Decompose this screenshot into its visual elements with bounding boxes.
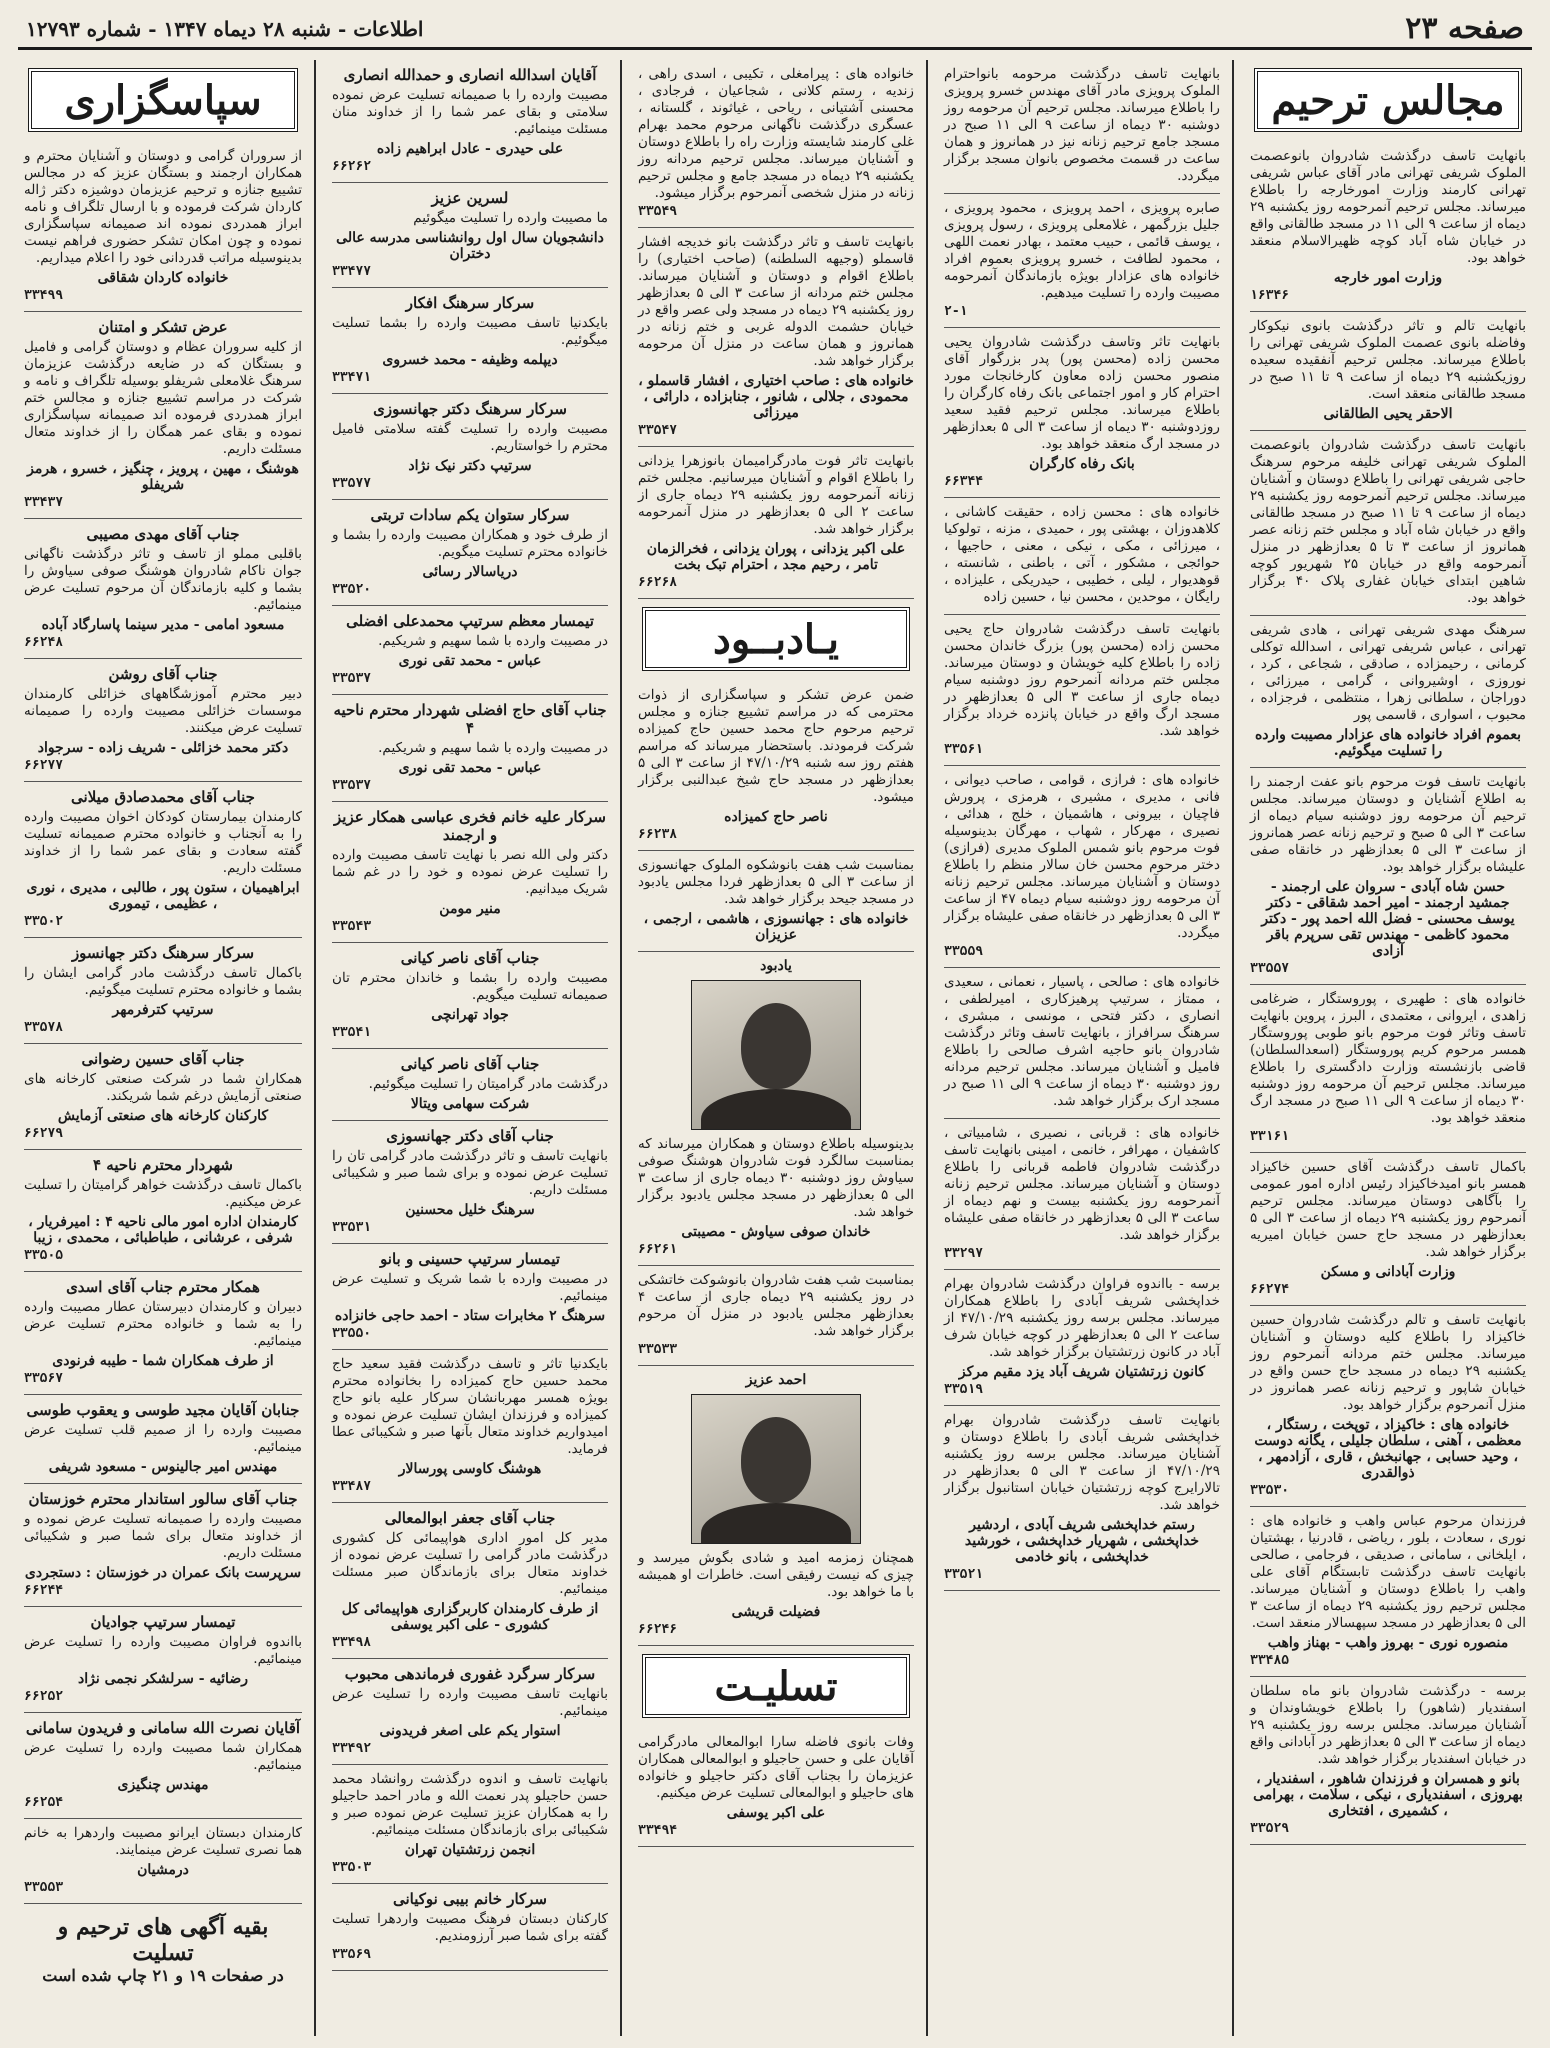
notice-signature: از طرف همکاران شما - طیبه فرنودی <box>52 1353 274 1369</box>
notice-body: دبیر محترم آموزشگاههای خزائلی کارمندان موسسات خزائلی مصیبت وارده را صمیمانه تسلیت عرض میکنند. <box>24 686 302 736</box>
notice <box>332 1503 608 1659</box>
notice <box>1250 312 1526 431</box>
column-rule <box>1232 60 1234 2036</box>
ad-number: ۶۶۲۵۴ <box>24 1795 64 1810</box>
notice-body: همچنان زمزمه امید و شادی بگوش میرسد و چیزی که نیست رفیقی است. خاطرات او همیشه با ما خواهد بود. <box>638 1550 914 1600</box>
notice <box>1250 985 1526 1153</box>
notice <box>332 288 608 394</box>
column-3 <box>632 60 920 2036</box>
ad-number: ۳۳۵۴۷ <box>638 423 678 438</box>
notice-body: بانهایت تاسف و اندوه درگذشت روانشاد محمد حسن حاجیلو پدر نعمت الله و مادر احمد حاجیلو را به همکاران عزیز تسلیت عرض نموده صبر و شکیبائی برای بازماندگان مسئلت مینمائیم. <box>332 1771 608 1838</box>
notice-title: عرض تشکر و امتنان <box>98 318 228 336</box>
ad-number: ۶۶۲۴۸ <box>24 635 64 650</box>
notice-title: تیمسار سرتیپ جوادیان <box>90 1613 236 1631</box>
notice-title: تیمسار معظم سرتیپ محمدعلی افضلی <box>346 612 594 630</box>
notice <box>24 1395 302 1484</box>
notice-signature: حسن شاه آبادی - سروان علی ارجمند - جمشید ارجمند - امیر احمد شقاقی - دکتر یوسف محسنی - فضل الله احمد پور - دکتر محمود کاظمی - مهندس تقی سرپرم باقر آزادی <box>1261 879 1515 959</box>
notice-body: باکمال تاسف درگذشت آقای حسین خاکیزاد همسر بانو امیدخاکیزاد رئیس اداره امور عمومی را بآگاهی دوستان میرساند. مجلس ترحیم آنمرحوم روز یکشنبه ۲۹ دیماه از ساعت ۳ الی ۵ بعدازظهر در مسجد حاج حسن خیابان امیریه برگزار خواهد شد. <box>1250 1159 1526 1260</box>
notice-body: بانهایت تاسف و تالم درگذشت شادروان حسین خاکیزاد را باطلاع کلیه دوستان و آشنایان میرساند. مجلس ختم مردانه آنمرحوم روز یکشنبه ۲۹ دیماه در مسجد حاج حسن واقع در خیابان شاپور و ترحیم زنانه عصر همانروز در منزل آنمرحوم برگزار خواهد بود. <box>1250 1312 1526 1413</box>
notice-body: مصیبت وارده را صمیمانه تسلیت عرض نموده و از خداوند متعال برای شما صبر و شکیبائی مسئلت داریم. <box>24 1511 302 1561</box>
notice-title: سرکار سرگرد غفوری فرماندهی محبوب <box>344 1665 596 1683</box>
notice-body: در مصیبت وارده با شما شریک و تسلیت عرض مینمائیم. <box>332 1271 608 1304</box>
notice-body: بانهایت تاثر فوت مادرگرامیمان بانوزهرا یزدانی را باطلاع اقوام و آشنایان میرسانیم. مجلس ختم زنانه آنمرحومه روز یکشنبه ۲۹ دیماه جاری از ساعت ۲ الی ۵ بعدازظهر در منزل آنمرحومه برگزار خواهد شد. <box>638 453 915 537</box>
notice-title: جناب آقای حسین رضوانی <box>81 1050 245 1068</box>
notice-body: خانواده های : صالحی ، پاسیار ، نعمانی ، سعیدی ، ممتاز ، سرتیپ پرهیزکاری ، امیرلطفی ، انصاری ، دکتر فتحی ، مونسی ، مبشری ، سرهنگ سرافراز ، بانهایت تاسف وتاثر درگذشت شادروان بانو حاجیه اشرف صالحی را باطلاع فامیل و آشنایان میرساند. مجلس ترحیم مردانه روز دوشنبه ۳۰ دیماه از ساعت ۹ الی ۱۱ صبح در مسجد ارک برگزار خواهد شد. <box>944 974 1220 1109</box>
notice-signature: علی اکبر یزدانی ، پوران یزدانی ، فخرالزمان تامر ، رحیم مجد ، احترام تبک بخت <box>646 541 906 573</box>
ad-number: ۳۳۱۶۱ <box>1250 1129 1290 1144</box>
notice-signature: کانون زرتشتیان شریف آباد یزد مقیم مرکز <box>958 1364 1206 1380</box>
ad-number: ۳۳۵۴۳ <box>332 919 372 934</box>
notice <box>332 1244 608 1350</box>
notice <box>638 1728 914 1847</box>
notice <box>944 498 1220 615</box>
notice <box>24 1150 302 1272</box>
ad-number: ۶۶۲۷۷ <box>24 758 64 773</box>
banner-title: سپاسگزاری <box>64 76 262 124</box>
notice <box>944 328 1220 498</box>
notice-title: جناب آقای محمدصادق میلانی <box>71 788 255 806</box>
notice-body: بانهایت تاسف مصیبت وارده را تسلیت عرض مینمائیم. <box>332 1686 608 1719</box>
notice-body: برسه - بااندوه فراوان درگذشت شادروان بهرام خداپخشی شریف آبادی را باطلاع همکاران میرساند. مجلس برسه روز یکشنبه ۴۷/۱۰/۲۹ از ساعت ۲ الی ۵ بعدازظهر در کوچه خیابان شرف آباد در کانون زرتشتیان برگزار خواهد شد. <box>944 1276 1220 1360</box>
notice-body: بانهایت تاسف درگذشت شادروان بانوعصمت الملوک شریفی تهرانی خلیفه مرحوم سرهنگ حاجی شریفی تهرانی را باطلاع دوستان و آشنایان میرساند. مجلس ترحیم آنمرحومه روز یکشنبه ۲۹ دیماه از ساعت ۹ تا ۱۱ صبح در مسجد طالقانی واقع در خیابان شاه آباد و مجلس ختم زنانه عصر همانروز از ساعت ۳ تا ۵ بعدازظهر در منزل آنمرحومه واقع در خیابان ۲۵ شهریور کوچه شاهین ابتدای خیابان غفاری پلاک ۴۰ برگزار خواهد بود. <box>1250 437 1527 606</box>
notice-title: جناب آقای ناصر کیانی <box>400 949 540 967</box>
column-rule <box>620 60 622 2036</box>
notice-signature: رستم خداپخشی شریف آبادی ، اردشیر خداپخشی ، شهریار خداپخشی ، خورشید خداپخشی ، بانو خادمی <box>964 1517 1200 1565</box>
notice-body: بایکدنیا تاسف مصیبت وارده را بشما تسلیت میگوئیم. <box>332 315 608 348</box>
section-banner <box>1254 68 1522 132</box>
notice-title: سرکار خانم بیبی نوکیانی <box>392 1890 548 1908</box>
ad-number: ۳۳۴۹۲ <box>332 1741 372 1756</box>
notice-signature: دکتر محمد خزائلی - شریف زاده - سرجواد <box>37 740 289 756</box>
ad-number: ۳۳۵۰۵ <box>24 1248 64 1263</box>
notice <box>332 943 608 1049</box>
notice-title: همکار محترم جناب آقای اسدی <box>66 1278 260 1296</box>
notice-signature: عباس - محمد تقی نوری <box>398 760 542 776</box>
notice-title: جناب آقای حاج افضلی شهردار محترم ناحیه ۴ <box>333 701 607 737</box>
notice <box>944 1406 1220 1591</box>
notice-signature: بانک رفاه کارگران <box>1029 456 1135 472</box>
notice <box>24 1713 302 1819</box>
notice-signature: درمشیان <box>137 1862 189 1878</box>
notice-signature: منصوره نوری - بهروز واهب - بهناز واهب <box>1267 1635 1509 1651</box>
ad-number: ۳۳۵۲۹ <box>1250 1821 1290 1836</box>
notice-body: خانواده های : قربانی ، نصیری ، شامبیاتی ، کاشفیان ، مهرافر ، خانمی ، امینی بانهایت تاسف درگذشت شادروان فاطمه قربانی را باطلاع دوستان و آشنایان میرساند. مجلس ترحیم زنانه آنمرحومه روز یکشنبه بیست و نهم دیماه از ساعت ۳ الی ۵ بعدازظهر در خانقاه صفی علیشاه برگزار خواهد شد. <box>944 1125 1220 1243</box>
notice-signature: هوشنگ کاوسی پورسالار <box>398 1461 542 1477</box>
notice <box>332 1884 608 1971</box>
ad-number: ۶۶۲۵۲ <box>24 1689 64 1704</box>
notice <box>638 851 914 952</box>
notice <box>332 183 608 288</box>
notice-signature: وزارت آبادانی و مسکن <box>1320 1264 1456 1280</box>
notice-body: بانهایت تاسف درگذشت شادروان بهرام خداپخشی شریف آبادی را باطلاع دوستان و آشنایان میرساند. مجلس برسه روز یکشنبه ۴۷/۱۰/۲۹ از ساعت ۳ الی ۵ بعدازظهر در تالارایرج کوچه زرتشتیان خیابان استانبول برگزار خواهد شد. <box>944 1412 1220 1513</box>
portrait-photo <box>691 980 861 1130</box>
notice-signature: علی حیدری - عادل ابراهیم زاده <box>376 141 564 157</box>
column-5 <box>18 60 308 2036</box>
notice-body: در مصیبت وارده با شما سهیم و شریکیم. <box>378 633 608 649</box>
notice-body: از طرف خود و همکاران مصیبت وارده را بشما و خانواده محترم تسلیت میگویم. <box>332 527 608 560</box>
footer-subnote: در صفحات ۱۹ و ۲۱ چاپ شده است <box>42 1966 284 1985</box>
issue-info: اطلاعات - شنبه ۲۸ دیماه ۱۳۴۷ - شماره ۱۲۷۹۳ <box>26 16 424 41</box>
column-4 <box>326 60 614 2036</box>
notice-body: باکمال تاسف درگذشت مادر گرامی ایشان را بشما و خانواده محترم تسلیت میگوئیم. <box>24 965 302 998</box>
notice-body: برسه - درگذشت شادروان بانو ماه سلطان اسفندیار (شاهور) را باطلاع خویشاوندان و آشنایان میرساند. مجلس برسه روز یکشنبه ۲۹ دیماه از ساعت ۳ الی ۵ بعدازظهر در آبادانی واقع در خیابان اسفندیار برگزار خواهد شد. <box>1250 1683 1526 1767</box>
notice-body: همکاران شما در شرکت صنعتی کارخانه های صنعتی آزمایش درغم شما شریکند. <box>24 1071 302 1104</box>
notice-title: سرکار علیه خانم فخری عباسی همکار عزیز و ارجمند <box>334 808 606 844</box>
notice <box>332 60 608 183</box>
notice-signature: کارمندان اداره امور مالی ناحیه ۴ : امیرفریار ، شرفی ، عرشانی ، طباطبائی ، محمدی ، زیبا <box>28 1214 298 1246</box>
notice-body: مصیبت وارده را بشما و خاندان محترم تان صمیمانه تسلیت میگویم. <box>332 970 608 1003</box>
ad-number: ۳۳۴۸۵ <box>1250 1653 1290 1668</box>
ad-number: ۳۳۴۳۷ <box>24 495 64 510</box>
notice-title: سرکار سرهنگ افکار <box>405 294 535 312</box>
notice-title: جناب آقای جعفر ابوالمعالی <box>384 1509 556 1527</box>
banner-title: مجالس ترحیم <box>1271 76 1505 124</box>
notice-signature: هوشنگ ، مهین ، پرویز ، چنگیز ، خسرو ، هرمز شریفلو <box>27 461 299 493</box>
ad-number: ۳۳۵۷۸ <box>24 1020 64 1035</box>
notice-body: از کلیه سروران عظام و دوستان گرامی و فامیل و بستگان که در ضایعه درگذشت عزیزمان سرهنگ غلامعلی شریفلو بوسیله تلگراف و نامه و شرکت در مراسم تشییع جنازه و مجالس ختم ابراز همدردی فرموده اند صمیمانه سپاسگزاری نموده و بقای عمر همگان را از خداوند متعال مسئلت داریم. <box>24 339 302 457</box>
notice-signature: بعموم افراد خانواده های عزادار مصیبت وارده را تسلیت میگوئیم. <box>1254 727 1522 759</box>
ad-number: ۶۶۲۳۸ <box>638 827 678 842</box>
notice-body: بانهایت تاسف و تاثر درگذشت مادر گرامی تان را تسلیت عرض نموده و برای شما صبر و شکیبائی مسئلت داریم. <box>332 1148 608 1198</box>
notice-signature: مسعود امامی - مدیر سینما پاسارگاد آباده <box>41 617 285 633</box>
notice-body: خانواده های : طهیری ، پوروستگار ، ضرغامی زاهدی ، ایروانی ، معتمدی ، البرز ، پروین بانهایت تاسف وتاثر فوت مرحوم بانو طوبی پوروستگار همسر مرحوم کریم پوروستگار (اسعدالسلطان) قاضی بازنشسته وزارت دادگستری را باطلاع میرساند. مجلس ترحیم آن مرحومه روز دوشنبه ۳۰ دیماه از ساعت ۹ الی ۱۱ صبح در مسجد ارگ منعقد خواهد بود. <box>1250 991 1526 1126</box>
notice <box>944 1270 1220 1406</box>
ad-number: ۳۳۵۵۹ <box>944 944 984 959</box>
notice-signature: سرپرست بانک عمران در خوزستان : دستجردی <box>24 1565 302 1581</box>
ad-number: ۶۶۲۶۸ <box>638 575 678 590</box>
notice <box>944 766 1220 968</box>
notice-body: بانهایت تاسف و تاثر درگذشت بانو خدیجه افشار قاسملو (وجیهه السلطنه) (صاحب اختیاری) را باطلاع اقوام و دوستان و آشنایان میرساند. مجلس ختم مردانه از ساعت ۳ الی ۵ بعدازظهر روز یکشنبه ۲۹ دیماه در مسجد ولی عصر واقع در خیابان حشمت الدوله غربی و ختم زنانه در همانروز و همان ساعت در منزل آن مرحومه برگزار خواهد شد. <box>638 234 914 369</box>
portrait-head <box>741 1003 811 1089</box>
notice-signature: الاحقر یحیی الطالقانی <box>1323 406 1453 422</box>
notice <box>24 659 302 782</box>
ad-number: ۳۳۵۳۱ <box>332 1220 372 1235</box>
portrait-head <box>741 1417 811 1503</box>
notice-body: در مصیبت وارده با شما سهیم و شریکیم. <box>378 740 608 756</box>
notice-title: آقایان نصرت الله سامانی و فریدون سامانی <box>25 1719 301 1737</box>
notice <box>1250 1153 1526 1306</box>
notice-body: دبیران و کارمندان دبیرستان عطار مصیبت وارده را به شما و خانواده محترم تسلیت عرض مینمائیم. <box>24 1299 302 1349</box>
notice <box>944 615 1220 766</box>
notice <box>944 1119 1220 1270</box>
notice <box>332 394 608 500</box>
notice-title: جناب آقای ناصر کیانی <box>400 1055 540 1073</box>
ad-number: ۶۶۲۶۱ <box>638 1242 678 1257</box>
notice <box>944 194 1220 328</box>
notice <box>638 1366 914 1646</box>
notice <box>332 500 608 606</box>
notice-body: صابره پرویزی ، احمد پرویزی ، محمود پرویزی ، جلیل بزرگمهر ، غلامعلی پرویزی ، رسول پرویزی ، یوسف قائمی ، حبیب معتمد ، بهادر نعمت اللهی ، محمود لطافت ، خسرو پرویزی بعموم افراد خانواده های عزادار بویژه بازماندگان آنمرحومه مصیبت وارده را تسلیت میدهیم. <box>944 200 1220 301</box>
ad-number: ۳۳۲۹۷ <box>944 1246 984 1261</box>
ad-number: ۳۳۵۶۹ <box>332 1947 372 1962</box>
notice <box>944 968 1220 1119</box>
notice <box>24 519 302 659</box>
notice <box>1250 142 1526 312</box>
notice <box>24 1819 302 1904</box>
notice-body: مصیبت وارده را تسلیت گفته سلامتی فامیل محترم را خواستاریم. <box>332 421 608 454</box>
notice-body: وفات بانوی فاضله سارا ابوالمعالی مادرگرامی آقایان علی و حسن حاجیلو و ابوالمعالی همکاران عزیزمان را بجناب آقای دکتر حاجیلو و خانواده های حاجیلو و ابوالمعالی تسلیت عرض میکنیم. <box>638 1734 914 1801</box>
notice-title: جناب آقای سالور استاندار محترم خوزستان <box>28 1490 298 1508</box>
column-rule <box>926 60 928 2036</box>
notice <box>24 1272 302 1395</box>
notice-signature: خانواده های : صاحب اختیاری ، افشار قاسملو ، محمودی ، جلالی ، شانور ، جنابزاده ، دارائی ، میرزائی <box>638 373 914 421</box>
notice-body: بانهایت تالم و تاثر درگذشت بانوی نیکوکار وفاضله بانوی عصمت الملوک شریفی تهرانی را باطلاع میرساند. مجلس ترحیم آنفقیده سعیده روزیکشنبه ۲۹ دیماه از ساعت ۹ تا ۱۱ صبح در مسجد طالقانی منعقد است. <box>1250 318 1526 402</box>
notice-title: سرکار ستوان یکم سادات تربتی <box>370 506 570 524</box>
ad-number: ۶۶۲۷۴ <box>1250 1282 1290 1297</box>
ad-number: ۶۶۲۴۶ <box>638 1622 678 1637</box>
portrait-shoulders <box>701 1503 851 1544</box>
ad-number: ۳۳۵۴۱ <box>332 1025 372 1040</box>
notice-body: بانهایت تاسف فوت مرحوم بانو عفت ارجمند را به اطلاع آشنایان و دوستان میرساند. مجلس ترحیم آن مرحومه روز دوشنبه سیام دیماه از ساعت ۳ الی ۵ صبح و ترحیم زنانه عصر همانروز از ساعت ۳ الی ۵ بعدازظهر در خانقاه صفی علیشاه برگزار خواهد بود. <box>1250 774 1526 875</box>
ad-number: ۱۶۳۴۶ <box>1250 288 1290 303</box>
notice-signature: مهندس امیر جالینوس - مسعود شریفی <box>48 1459 278 1475</box>
banner-title: یـادبــود <box>713 615 839 663</box>
ad-number: ۳۳۴۹۴ <box>638 1823 678 1838</box>
ad-number: ۶۶۳۴۴ <box>944 474 984 489</box>
notice <box>24 142 302 312</box>
notice-signature: سرتیپ کترفرمهر <box>112 1002 214 1018</box>
notice <box>638 952 914 1266</box>
notice-body: بدینوسیله باطلاع دوستان و همکاران میرساند که بمناسبت سالگرد فوت شادروان هوشنگ صوفی سیاوش روز دوشنبه ۳۰ دیماه جاری از ساعت ۳ الی ۵ بعدازظهر در مسجد مجلس یادبود برگزار خواهد شد. <box>638 1136 915 1220</box>
notice-signature: بانو و همسران و فرزندان شاهور ، اسفندیار ، بهروزی ، اسفندیاری ، نیکی ، سلامت ، بهرامی ، کشمیری ، افتخاری <box>1253 1771 1523 1819</box>
notice-body: بانهایت تاسف درگذشت مرحومه بانواحترام الملوک پرویزی مادر آقای مهندس خسرو پرویزی را باطلاع میرساند. مجلس ترحیم آن مرحومه روز دوشنبه ۳۰ دیماه از ساعت ۹ الی ۱۱ صبح در مسجد جامع ترحیم زنانه نیز در همانروز و همان ساعت در قسمت مخصوص بانوان مسجد برگزار میگردد. <box>944 66 1220 184</box>
notice-signature: سرهنگ ۲ مخابرات ستاد - احمد حاجی خانزاده <box>334 1308 606 1324</box>
notice-body: سرهنگ مهدی شریفی تهرانی ، هادی شریفی تهرانی ، عباس شریفی تهرانی ، اسدالله توکلی کرمانی ، رحیمزاده ، صادقی ، شجاعی ، کرد ، نوروزی ، اوشیروانی ، گرامی ، میرزائی ، دوراجان ، سلطانی زهرا ، منتظمی ، فرجزاده ، محبوب ، اسواری ، قاسمی پور <box>1250 622 1526 723</box>
ad-number: ۳۳۵۱۹ <box>944 1382 984 1397</box>
notice-signature: کارکنان کارخانه های صنعتی آزمایش <box>57 1108 269 1124</box>
column-1 <box>1244 60 1532 2036</box>
notice-title: تیمسار سرتیپ حسینی و بانو <box>380 1250 560 1268</box>
notice-body: کارکنان دبستان فرهنگ مصیبت واردهرا تسلیت گفته برای شما صبر آرزومندیم. <box>332 1911 608 1944</box>
notice <box>332 606 608 695</box>
notice-signature: دریاسالار رسائی <box>422 564 518 580</box>
ad-number: ۳۳۵۵۰ <box>332 1326 372 1341</box>
portrait-shoulders <box>701 1089 851 1130</box>
notice <box>24 1484 302 1607</box>
notice <box>638 228 914 447</box>
ad-number: ۳۳۴۹۸ <box>332 1635 372 1650</box>
notice <box>332 695 608 802</box>
notice-signature: شرکت سهامی ویتالا <box>410 1096 530 1112</box>
notice-body: فرزندان مرحوم عباس واهب و خانواده های : نوری ، سعادت ، بلور ، ریاضی ، قادرنیا ، بهشتیان ، ایلخانی ، سامانی ، صدیقی ، فرجامی ، صالحی بانهایت تاسف درگذشت تابستگام آقای علی واهب را باطلاع دوستان و آشنایان میرساند. مجلس ترحیم روز یکشنبه ۲۹ دیماه از ساعت ۳ الی ۵ بعدازظهر در مسجد سپهسالار منعقد است. <box>1250 1513 1526 1631</box>
notice <box>638 1266 914 1366</box>
page-number: صفحه ۲۳ <box>1405 11 1524 46</box>
footer-note: بقیه آگهی های ترحیم و تسلیت <box>57 1914 269 1966</box>
notice-signature: رضائیه - سرلشکر نجمی نژاد <box>78 1671 248 1687</box>
notice-body: خانواده های : پیرامغلی ، تکیبی ، اسدی راهی ، زندیه ، رستم کلانی ، شجاعیان ، فرجادی ، محسنی آشتیانی ، ریاحی ، غیاثوند ، گلستانه ، عسگری درگذشت ناگهانی مرحوم محمد بهرام غلی کارمند شایسته وزارت راه را باطلاع دوستان و آشنایان میرساند. مجلس ترحیم مردانه روز یکشنبه ۲۹ دیماه در مسجد جامع و مجلس ترحیم زنانه در منزل شخصی آنمرحوم برگزار میشود. <box>638 66 915 201</box>
ad-number: ۲-۱ <box>944 304 968 319</box>
notice-title: سرکار سرهنگ دکتر جهانسوز <box>71 944 255 962</box>
notice <box>1250 431 1526 616</box>
ad-number: ۶۶۲۴۴ <box>24 1583 64 1598</box>
ad-number: ۳۳۵۶۱ <box>944 742 984 757</box>
ad-number: ۳۳۵۵۷ <box>1250 961 1290 976</box>
notice-body: همکاران شما مصیبت وارده را تسلیت عرض مینمائیم. <box>24 1740 302 1773</box>
notice-signature: مهندس چنگیزی <box>117 1777 209 1793</box>
notice-signature: ابراهیمیان ، ستون پور ، طالبی ، مدیری ، نوری ، عظیمی ، تیموری <box>26 880 300 912</box>
notice-signature: استوار یکم علی اصغر فریدونی <box>379 1723 561 1739</box>
notice-body: خانواده های : محسن زاده ، حقیقت کاشانی ، کلاهدوزان ، بهشتی پور ، حمیدی ، مزنه ، تولوکیا ، میرزائی ، مکی ، نیکی ، معنی ، حاجیها ، حوائجی ، مشکور ، آتی ، باطنی ، شانسته ، قوهدیوار ، لیلی ، خطیبی ، حیدریکی ، علیزاده ، رایگان ، موحدین ، محسن نیا ، حسین زاده <box>944 504 1220 605</box>
ad-number: ۳۳۵۵۳ <box>24 1880 64 1895</box>
notice-body: بااندوه فراوان مصیبت وارده را تسلیت عرض مینمائیم. <box>24 1634 302 1667</box>
notice <box>24 938 302 1044</box>
notice <box>332 1121 608 1244</box>
notice <box>1250 1507 1526 1677</box>
notice-title: جناب آقای روشن <box>108 665 218 683</box>
notice <box>1250 616 1526 768</box>
page-header <box>18 10 1532 50</box>
columns <box>18 60 1532 2036</box>
notice-signature: علی اکبر یوسفی <box>726 1805 826 1821</box>
notice-signature: خانواده های : جهانسوزی ، هاشمی ، ارجمی ، عزیزان <box>643 911 909 943</box>
notice-body: بایکدنیا تاثر و تاسف درگذشت فقید سعید حاج محمد حسین حاج کمیزاده را بخانواده محترم بویژه همسر مهربانشان سرکار علیه بانو حاج کمیزاده و فرزندان ایشان تسلیت عرض نموده و امیدواریم خداوند متعال بآنها صبر و شکیبائی عطا فرماید. <box>332 1356 608 1457</box>
notice-body: باکمال تاسف درگذشت خواهر گرامیتان را تسلیت عرض میکنیم. <box>24 1177 302 1210</box>
photo-caption: یادبود <box>760 958 792 974</box>
notice-title: جناب آقای مهدی مصیبی <box>86 525 240 543</box>
notice-body: بانهایت تاسف درگذشت شادروان بانوعصمت الملوک شریفی تهرانی مادر آقای عباس شریفی تهرانی کارمند وزارت امورخارجه را باطلاع میرساند. مجلس ترحیم آنمرحومه روز یکشنبه ۲۹ دیماه از ساعت ۹ الی ۱۱ در مسجد طالقانی واقع در خیابان شاه آباد کوچه ظهیرالاسلام منعقد خواهد بود. <box>1250 148 1526 266</box>
notice-signature: عباس - محمد تقی نوری <box>398 653 542 669</box>
ad-number: ۳۳۵۲۰ <box>332 582 372 597</box>
ad-number: ۳۳۵۳۷ <box>332 778 372 793</box>
notice-title: شهردار محترم ناحیه ۴ <box>93 1156 233 1174</box>
ad-number: ۶۶۲۷۹ <box>24 1126 64 1141</box>
notice-signature: منیر مومن <box>439 901 501 917</box>
notice <box>24 1607 302 1713</box>
notice-body: بمناسبت شب هفت شادروان بانوشوکت خاتشکی در روز یکشنبه ۲۹ دیماه جاری از ساعت ۴ بعدازظهر مجلس یادبود در منزل آن مرحوم برگزار خواهد شد. <box>638 1272 914 1339</box>
notice-signature: خاندان صوفی سیاوش - مصیبتی <box>681 1224 871 1240</box>
notice <box>944 60 1220 194</box>
ad-number: ۳۳۵۴۹ <box>638 204 678 219</box>
notice-signature: خانواده کاردان شقاقی <box>97 270 229 286</box>
notice-signature: دانشجویان سال اول روانشناسی مدرسه عالی دختران <box>336 230 604 262</box>
notice-signature: سرتیپ دکتر نیک نژاد <box>408 458 532 474</box>
notice <box>638 60 914 228</box>
notice-body: بانهایت تاثر وتاسف درگذشت شادروان یحیی محسن زاده (محسن پور) پدر بزرگوار آقای منصور محسن زاده معاون کارخانجات مورد احترام کار و امور اجتماعی بانک رفاه کارگران را باطلاع میرساند. مجلس ترحیم فقید سعید روزدوشنبه ۳۰ دیماه از ساعت ۳ الی ۵ بعدازظهر در مسجد ارگ منعقد خواهد بود. <box>944 334 1220 452</box>
notice-signature: وزارت امور خارجه <box>1333 270 1443 286</box>
notice-signature: فضیلت قریشی <box>731 1604 821 1620</box>
notice <box>24 1044 302 1150</box>
notice-signature: سرهنگ خلیل محسنین <box>405 1202 535 1218</box>
photo-caption: احمد عزیز <box>745 1372 807 1388</box>
notice <box>638 681 914 851</box>
notice-body: کارمندان دبستان ایرانو مصیبت واردهرا به خانم هما نصری تسلیت عرض مینمایند. <box>24 1825 302 1858</box>
ad-number: ۳۳۴۷۷ <box>332 264 372 279</box>
notice-body: دکتر ولی الله نصر با نهایت تاسف مصیبت وارده را تسلیت عرض نموده و خود را در غم شما شریک میدانیم. <box>332 847 608 897</box>
ad-number: ۳۳۵۶۷ <box>24 1371 64 1386</box>
notice <box>332 1049 608 1121</box>
column-2 <box>938 60 1226 2036</box>
notice <box>332 1350 608 1503</box>
notice-body: بانهایت تاسف درگذشت شادروان حاج یحیی محسن زاده (محسن پور) بزرگ خاندان محسن زاده را باطلاع کلیه خویشان و دوستان میرساند. مجلس ختم مردانه آنمرحوم روز دوشنبه سیام دیماه جاری از ساعت ۳ الی ۵ بعدازظهر در مسجد ارگ واقع در خیابان پانزده خرداد برگزار خواهد شد. <box>944 621 1220 739</box>
notice-body: خانواده های : فرازی ، قوامی ، صاحب دیوانی ، فانی ، مدیری ، مشیری ، هرمزی ، پرورش فاچیان ، بیرونی ، هاشمیان ، خلج ، هدائی ، نصیری ، مهرکار ، شهاب ، مهرگان بدینوسیله فوت مرحوم بانو شمس الملوک مدیری (فرازی) دختر مرحوم محسن خان سالار منظم را باطلاع دوستان و آشنایان میرساند. مجلس ترحیم زنانه آن مرحومه روز دوشنبه سیام دیماه ۴۷ از ساعت ۳ الی ۵ بعدازظهر در خانقاه صفی علیشاه برگزار میگردد. <box>944 772 1220 941</box>
section-banner <box>642 607 910 671</box>
notice-signature: از طرف کارمندان کاربرگزاری هواپیمائی کل کشوری - علی اکبر یوسفی <box>341 1601 599 1633</box>
notice-body: باقلبی مملو از تاسف و تاثر درگذشت ناگهانی جوان ناکام شادروان هوشنگ صوفی سیاوش را بشما و کلیه بازماندگان آن مرحوم تسلیت عرض مینمائیم. <box>24 546 302 613</box>
notice <box>1250 1677 1526 1845</box>
notice-title: جنابان آقایان مجید طوسی و یعقوب طوسی <box>26 1401 300 1419</box>
ad-number: ۳۳۴۹۹ <box>24 288 64 303</box>
notice <box>332 1659 608 1765</box>
ad-number: ۳۳۴۷۱ <box>332 370 372 385</box>
notice-signature: دیپلمه وظیفه - محمد خسروی <box>382 352 558 368</box>
portrait-photo <box>691 1394 861 1544</box>
notice <box>1250 1306 1526 1507</box>
notice-body: مصیبت وارده را با صمیمانه تسلیت عرض نموده سلامتی و بقای عمر شما را از خداوند منان مسئلت مینمائیم. <box>332 87 608 137</box>
notice <box>638 447 914 599</box>
section-banner <box>642 1654 910 1718</box>
ad-number: ۳۳۵۰۲ <box>24 914 64 929</box>
ad-number: ۳۳۵۳۷ <box>332 671 372 686</box>
section-banner <box>28 68 298 132</box>
notice-title: جناب آقای دکتر جهانسوزی <box>386 1127 554 1145</box>
notice-signature: انجمن زرتشتیان تهران <box>404 1842 536 1858</box>
notice-body: کارمندان بیمارستان کودکان اخوان مصیبت وارده را به آنجناب و خانواده محترم صمیمانه تسلیت گفته سعادت و بقای عمر شما را از خداوند مسئلت داریم. <box>24 809 302 876</box>
notice-body: بمناسبت شب هفت بانوشکوه الملوک جهانسوزی از ساعت ۳ الی ۵ بعدازظهر فردا مجلس یادبود در مسجد جیحد برگزار خواهد شد. <box>638 857 914 907</box>
notice-body: ضمن عرض تشکر و سپاسگزاری از ذوات محترمی که در مراسم تشییع جنازه و مجلس ترحیم مرحوم حاج محمد حسین حاج کمیزاده شرکت فرمودند. باستحضار میرساند که مراسم هفتم روز سه شنبه ۴۷/۱۰/۲۹ از ساعت ۳ الی ۵ بعدازظهر در مسجد حاج شیخ عبدالنبی برگزار میشود. <box>638 687 914 805</box>
notice-title: آقایان اسدالله انصاری و حمدالله انصاری <box>343 66 597 84</box>
notice-signature: جواد تهرانچی <box>431 1007 509 1023</box>
ad-number: ۳۳۵۲۱ <box>944 1567 984 1582</box>
notice <box>1250 768 1526 985</box>
ad-number: ۳۳۵۷۷ <box>332 476 372 491</box>
notice <box>332 802 608 943</box>
notice <box>332 1765 608 1884</box>
notice-signature: خانواده های : خاکیزاد ، توپخت ، رستگار ، معظمی ، آهنی ، سلطان جلیلی ، یگانه دوست ، وحید حسابی ، جهانبخش ، قاری ، آزادمهر ، ذوالقدری <box>1254 1417 1522 1481</box>
notice-title: لسرین عزیز <box>431 189 509 207</box>
notice-title: سرکار سرهنگ دکتر جهانسوزی <box>373 400 567 418</box>
notice <box>24 782 302 938</box>
notice-body: مدیر کل امور اداری هواپیمائی کل کشوری درگذشت مادر گرامی را تسلیت عرض نموده از خداوند متعال برای بازماندگان صبر مسئلت مینمائیم. <box>332 1530 608 1597</box>
ad-number: ۶۶۲۶۲ <box>332 159 372 174</box>
notice-signature: ناصر حاج کمیزاده <box>724 809 828 825</box>
notice <box>24 312 302 519</box>
ad-number: ۳۳۵۳۰ <box>1250 1483 1290 1498</box>
ad-number: ۳۳۵۰۳ <box>332 1860 372 1875</box>
notice-body: ما مصیبت وارده را تسلیت میگوئیم <box>413 210 608 226</box>
notice-body: از سروران گرامی و دوستان و آشنایان محترم و همکاران ارجمند و بستگان عزیز که در مجالس تشییع جنازه و ترحیم عزیزمان دوشیزه دکتر ژاله کاردان شرکت فرموده و با ارسال تلگراف و نامه ابراز همدردی نموده اند صمیمانه سپاسگزاری نموده و چون امکان تشکر حضوری فراهم نیست بدینوسیله مراتب قدردانی خود را اعلام میداریم. <box>24 148 302 266</box>
ad-number: ۳۳۵۳۳ <box>638 1342 678 1357</box>
newspaper-page <box>18 10 1532 2040</box>
notice-body: درگذشت مادر گرامیتان را تسلیت میگوئیم. <box>368 1076 608 1092</box>
notice-body: مصیبت وارده را از صمیم قلب تسلیت عرض مینمائیم. <box>24 1422 302 1455</box>
banner-title: تسلیـت <box>714 1662 838 1710</box>
column-rule <box>314 60 316 2036</box>
ad-number: ۳۳۴۸۷ <box>332 1479 372 1494</box>
